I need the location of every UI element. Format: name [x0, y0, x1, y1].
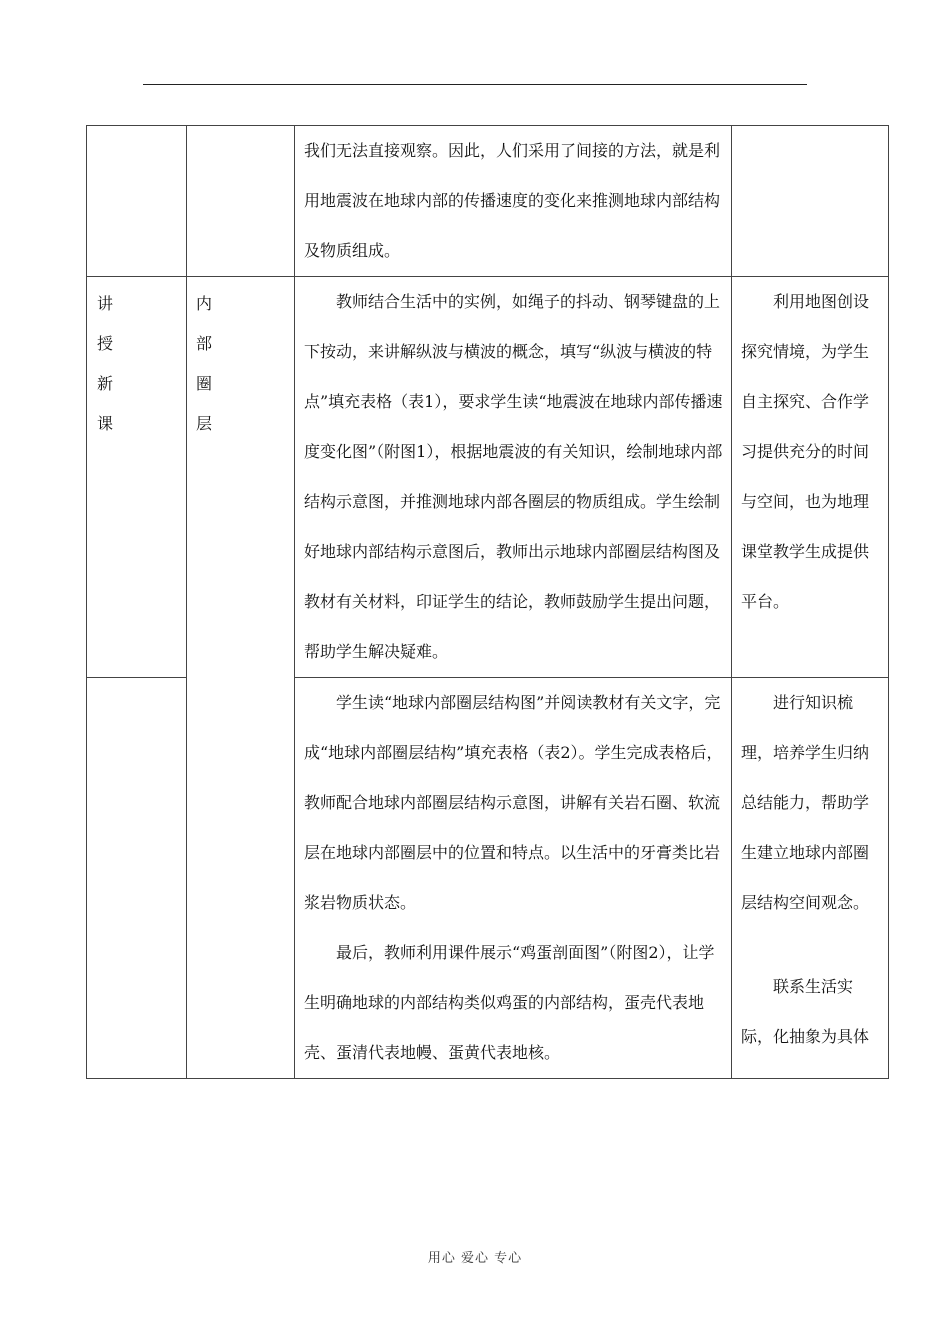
note-cell: [732, 678, 889, 1079]
stage-char: 课: [97, 414, 114, 433]
note-text: 进行知识梳理，培养学生归纳总结能力，帮助学生建立地球内部圈层结构空间观念。: [741, 693, 870, 912]
content-text: 我们无法直接观察。因此，人们采用了间接的方法，就是利用地震波在地球内部的传播速度的变化来推测地球内部结构及物质组成。: [304, 141, 721, 260]
topic-cell: [187, 126, 295, 277]
content-text: 教师结合生活中的实例，如绳子的抖动、钢琴键盘的上下按动，来讲解纵波与横波的概念，填写“纵波与横波的特点”填充表格（表1），要求学生读“地震波在地球内部传播速度变化图”（附图1），根据地震波的有关知识，绘制地球内部结构示意图，并推测地球内部各圈层的物质组成。学生绘制好地球内部结构示意图后，教师出示地球内部圈层结构图及教材有关材料，印证学生的结论，教师鼓励学生提出问题，帮助学生解决疑难。: [304, 292, 723, 661]
note-cell: [732, 126, 889, 277]
stage-char: 新: [97, 374, 114, 393]
note-text: 利用地图创设探究情境，为学生自主探究、合作学习提供充分的时间与空间，也为地理课堂教学生成提供平台。: [741, 292, 870, 611]
stage-cell: [87, 277, 187, 678]
topic-cell: [187, 277, 295, 1079]
stage-char: 授: [97, 334, 114, 353]
content-cell: [295, 126, 732, 277]
note-cell: [732, 277, 889, 678]
stage-cell: [87, 126, 187, 277]
stage-cell: [87, 678, 187, 1079]
note-text: 联系生活实际，化抽象为具体: [741, 977, 870, 1046]
content-text: 学生读“地球内部圈层结构图”并阅读教材有关文字，完成“地球内部圈层结构”填充表格（表2）。学生完成表格后，教师配合地球内部圈层结构示意图，讲解有关岩石圈、软流层在地球内部圈层中的位置和特点。以生活中的牙膏类比岩浆岩物质状态。: [304, 693, 723, 912]
page-footer: 用心 爱心 专心: [427, 1251, 523, 1266]
table-row: [87, 277, 889, 678]
topic-char: 层: [196, 414, 213, 433]
stage-char: 讲: [97, 294, 114, 313]
topic-char: 内: [196, 294, 213, 313]
header-rule: [143, 84, 807, 85]
content-cell: [295, 678, 732, 1079]
topic-char: 圈: [196, 374, 213, 393]
topic-char: 部: [196, 334, 213, 353]
content-cell: [295, 277, 732, 678]
table-row: [87, 126, 889, 277]
content-text: 最后，教师利用课件展示“鸡蛋剖面图”（附图2），让学生明确地球的内部结构类似鸡蛋的内部结构，蛋壳代表地壳、蛋清代表地幔、蛋黄代表地核。: [304, 943, 715, 1062]
lesson-table: [86, 125, 889, 1079]
